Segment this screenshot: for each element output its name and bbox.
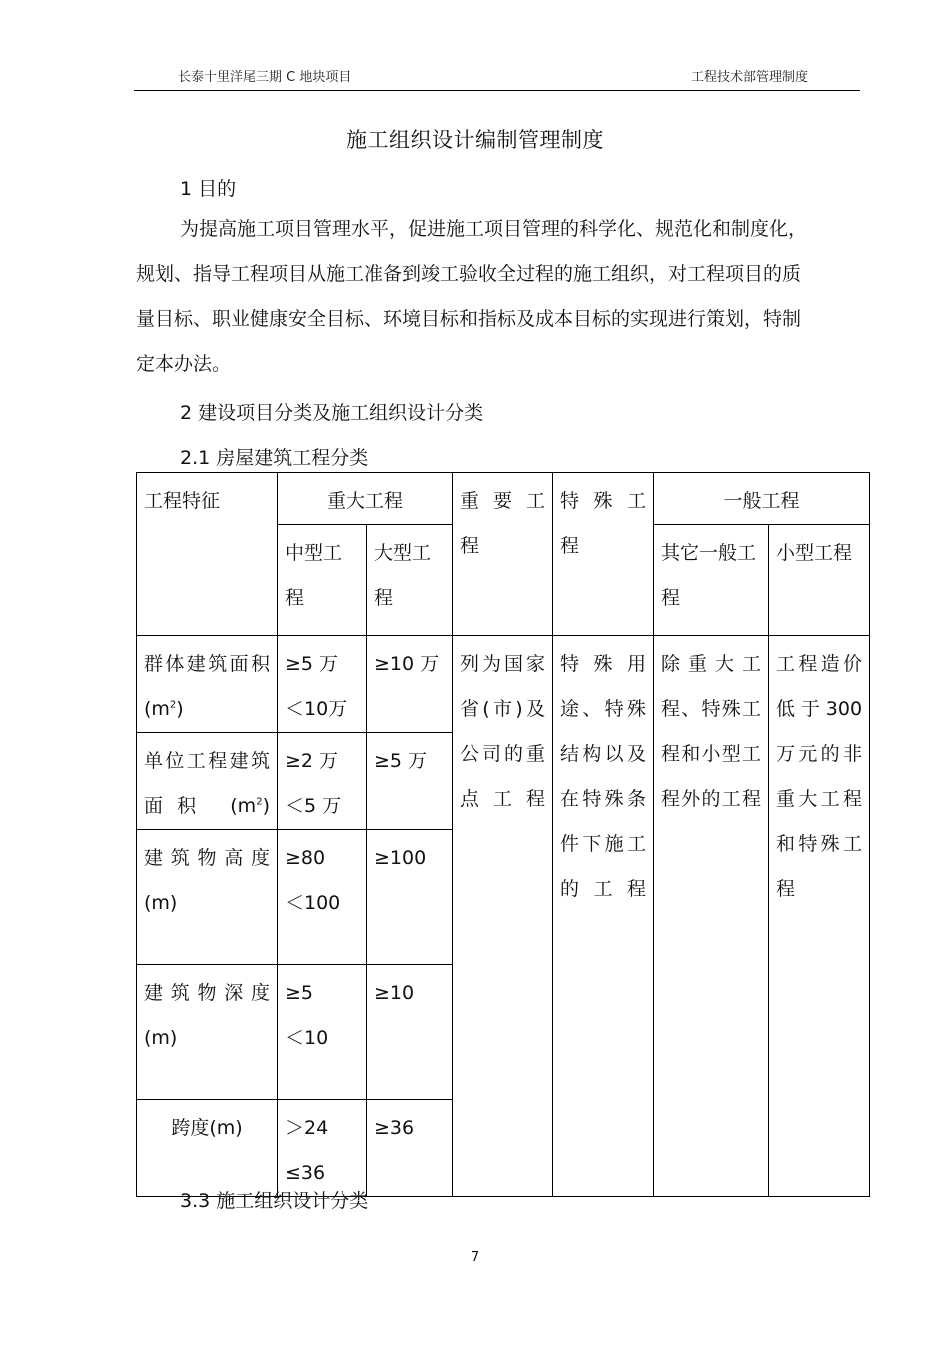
section-2-heading: 2 建设项目分类及施工组织设计分类 [180,402,484,424]
large-value: ≥10 [367,965,453,1100]
header-major: 重大工程 [278,473,453,525]
header-divider [134,90,860,91]
row-label: 跨度(m) [137,1100,278,1197]
header-medium: 中型工程 [278,525,367,636]
section-1-heading: 1 目的 [180,178,237,200]
header-department: 工程技术部管理制度 [690,70,808,85]
page-title: 施工组织设计编制管理制度 [346,128,604,152]
special-description: 特殊用途、特殊结构以及在特殊条件下施工的工程 [553,636,654,1197]
medium-value: ≥80 ＜100 [278,830,367,965]
header-general: 一般工程 [654,473,870,525]
header-special: 特 殊 工程 [553,473,654,636]
large-value: ≥100 [367,830,453,965]
header-project-name: 长泰十里洋尾三期 C 地块项目 [178,70,352,85]
header-feature: 工程特征 [137,473,278,636]
other-general-description: 除重大工程、特殊工程和小型工程外的工程 [654,636,769,1197]
important-description: 列为国家省(市)及公司的重点工程 [453,636,553,1197]
header-small: 小型工程 [769,525,870,636]
header-large: 大型工程 [367,525,453,636]
header-important: 重 要 工程 [453,473,553,636]
row-label: 建筑物高度 (m) [137,830,278,965]
table-row [137,636,870,733]
small-description: 工程造价低于300万元的非重大工程和特殊工程 [769,636,870,1197]
medium-value: ＞24 ≤36 [278,1100,367,1197]
section-2-1-heading: 2.1 房屋建筑工程分类 [180,447,369,469]
row-label: 建筑物深度 (m) [137,965,278,1100]
large-value: ≥10 万 [367,636,453,733]
large-value: ≥5 万 [367,733,453,830]
row-label: 单位工程建筑面积 $(m^2)$ [137,733,278,830]
medium-value: ≥2 万 ＜5 万 [278,733,367,830]
row-label: 群体建筑面积$(m^2)$ [137,636,278,733]
medium-value: ≥5 ＜10 [278,965,367,1100]
building-classification-table [136,472,870,1197]
medium-value: ≥5 万 ＜10万 [278,636,367,733]
page-number: 7 [470,1250,480,1265]
header-other-general: 其它一般工程 [654,525,769,636]
section-3-3-heading: 3.3 施工组织设计分类 [180,1190,369,1212]
section-1-body: 为提高施工项目管理水平，促进施工项目管理的科学化、规范化和制度化，规划、指导工程项目从施工准备到竣工验收全过程的施工组织，对工程项目的质量目标、职业健康安全目标、环境目标和指标及成本目标的实现进行策划，特制定本办法。 [136,218,808,375]
large-value: ≥36 [367,1100,453,1197]
